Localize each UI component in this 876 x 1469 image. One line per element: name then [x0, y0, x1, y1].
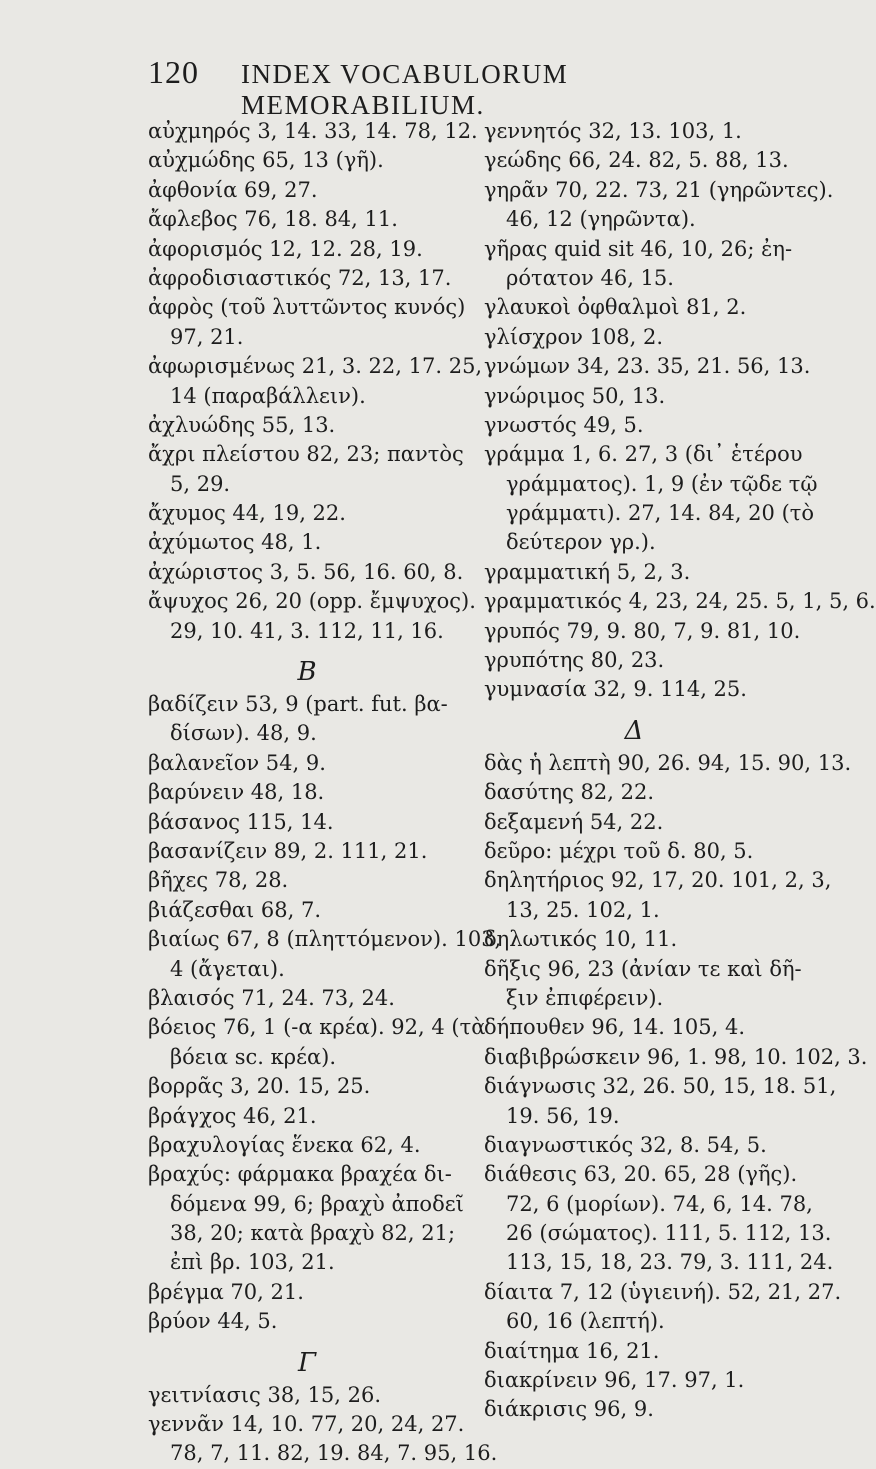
page-header	[148, 54, 770, 120]
index-entry-continuation: ξιν ἐπιφέρειν).	[506, 985, 664, 1010]
index-entry: γεώδης 66, 24. 82, 5. 88, 13.	[484, 148, 789, 173]
index-entry: ἀφροδισιαστικός 72, 13, 17.	[148, 265, 452, 290]
index-entry-continuation: 29, 10. 41, 3. 112, 11, 16.	[170, 618, 444, 643]
index-entry-continuation: βόεια sc. κρέα).	[170, 1044, 337, 1069]
index-entry-continuation: 14 (παραβάλλειν).	[170, 383, 366, 408]
index-entry: διάκρισις 96, 9.	[484, 1397, 654, 1422]
index-entry-continuation: 97, 21.	[170, 324, 244, 349]
index-entry: δίαιτα 7, 12 (ὑγιεινή). 52, 21, 27.	[484, 1279, 842, 1304]
index-entry: βάσανος 115, 14.	[148, 809, 334, 834]
index-entry: διαγνωστικός 32, 8. 54, 5.	[484, 1132, 767, 1157]
index-entry: διαίτημα 16, 21.	[484, 1338, 660, 1363]
index-entry: βασανίζειν 89, 2. 111, 21.	[148, 838, 428, 863]
index-entry: βορρᾶς 3, 20. 15, 25.	[148, 1074, 371, 1099]
section-letter: B	[297, 657, 317, 688]
section-letter: Δ	[624, 715, 644, 746]
index-entry: γνώριμος 50, 13.	[484, 383, 666, 408]
index-entry: δηλωτικός 10, 11.	[484, 927, 678, 952]
index-entry: γεννητός 32, 13. 103, 1.	[484, 119, 742, 143]
index-entry: ἀχλυώδης 55, 13.	[148, 412, 336, 437]
index-entry: διαβιβρώσκειν 96, 1. 98, 10. 102, 3.	[484, 1044, 868, 1069]
index-entry-continuation: 46, 12 (γηρῶντα).	[506, 207, 696, 232]
index-entry: βλαισός 71, 24. 73, 24.	[148, 985, 395, 1010]
index-entry: ἄψυχος 26, 20 (opp. ἔμψυχος).	[148, 589, 476, 614]
running-title: INDEX VOCABULORUM MEMORABILIUM.	[241, 59, 569, 120]
index-entry: δῆξις 96, 23 (ἀνίαν τε καὶ δῆ-	[484, 956, 802, 981]
index-entry: βαρύνειν 48, 18.	[148, 780, 325, 805]
index-entry: γραμματική 5, 2, 3.	[484, 559, 691, 584]
index-entry-continuation: 5, 29.	[170, 471, 231, 496]
index-entry: ἄφλεβος 76, 18. 84, 11.	[148, 207, 398, 232]
index-entry: βιάζεσθαι 68, 7.	[148, 897, 321, 922]
index-entry: βρέγμα 70, 21.	[148, 1279, 304, 1304]
index-entry: γρυπός 79, 9. 80, 7, 9. 81, 10.	[484, 618, 801, 643]
index-entry: δήπουθεν 96, 14. 105, 4.	[484, 1015, 746, 1040]
index-entry: δεῦρο: μέχρι τοῦ δ. 80, 5.	[484, 838, 754, 863]
index-entry-continuation: 13, 25. 102, 1.	[506, 897, 660, 922]
index-entry: γράμμα 1, 6. 27, 3 (δι᾽ ἑτέρου	[484, 442, 803, 467]
index-entry-continuation: δεύτερον γρ.).	[506, 530, 656, 555]
index-entry: αὐχμώδης 65, 13 (γῆ).	[148, 148, 384, 173]
index-entry: ἀφορισμός 12, 12. 28, 19.	[148, 236, 423, 261]
index-entry-continuation: 38, 20; κατὰ βραχὺ 82, 21;	[170, 1221, 456, 1246]
index-entry-continuation: 60, 16 (λεπτή).	[506, 1309, 665, 1334]
index-entry: ἄχρι πλείστου 82, 23; παντὸς	[148, 442, 464, 467]
page-number: 120	[148, 54, 199, 90]
index-entry-continuation: δίσων). 48, 9.	[170, 721, 317, 746]
index-entry: βιαίως 67, 8 (πληττόμενον). 103,	[148, 927, 502, 952]
index-entry: δηλητήριος 92, 17, 20. 101, 2, 3,	[484, 868, 832, 893]
index-entry: γειτνίασις 38, 15, 26.	[148, 1382, 382, 1407]
index-entry: γρυπότης 80, 23.	[484, 648, 665, 673]
index-entry: γηρᾶν 70, 22. 73, 21 (γηρῶντες).	[484, 177, 834, 202]
index-entry: γῆρας quid sit 46, 10, 26; ἐη-	[484, 236, 793, 261]
index-entry: ἀφρὸς (τοῦ λυττῶντος κυνός)	[148, 295, 466, 320]
index-entry: διάθεσις 63, 20. 65, 28 (γῆς).	[484, 1162, 798, 1187]
index-entry-continuation: γράμματος). 1, 9 (ἐν τῷδε τῷ	[506, 471, 818, 496]
index-entry: γλίσχρον 108, 2.	[484, 324, 664, 349]
index-entry: ἄχυμος 44, 19, 22.	[148, 501, 346, 526]
index-entry-continuation: γράμματι). 27, 14. 84, 20 (τὸ	[506, 501, 815, 526]
index-entry: ἀχώριστος 3, 5. 56, 16. 60, 8.	[148, 559, 464, 584]
right-column	[484, 117, 876, 1425]
index-entry-continuation: 26 (σώματος). 111, 5. 112, 13.	[506, 1221, 832, 1246]
left-column	[148, 117, 502, 1469]
index-entry-continuation: ρότατον 46, 15.	[506, 265, 674, 290]
index-entry-continuation: 78, 7, 11. 82, 19. 84, 7. 95, 16.	[170, 1441, 498, 1466]
index-entry: δασύτης 82, 22.	[484, 780, 655, 805]
index-entry: βράγχος 46, 21.	[148, 1103, 317, 1128]
index-entry: δὰς ἡ λεπτὴ 90, 26. 94, 15. 90, 13.	[484, 750, 852, 775]
index-entry-continuation: δόμενα 99, 6; βραχὺ ἀποδεῖ	[170, 1191, 464, 1216]
index-entry: γνώμων 34, 23. 35, 21. 56, 13.	[484, 354, 811, 379]
index-entry: ἀφωρισμένως 21, 3. 22, 17. 25,	[148, 354, 483, 379]
index-entry-continuation: 4 (ἄγεται).	[170, 956, 285, 981]
index-entry: γραμματικός 4, 23, 24, 25. 5, 1, 5, 6.	[484, 589, 876, 614]
index-entry: διακρίνειν 96, 17. 97, 1.	[484, 1368, 745, 1393]
index-entry-continuation: 72, 6 (μορίων). 74, 6, 14. 78,	[506, 1191, 813, 1216]
index-entry-continuation: 113, 15, 18, 23. 79, 3. 111, 24.	[506, 1250, 834, 1275]
index-entry: βρύον 44, 5.	[148, 1309, 278, 1334]
index-entry: βαλανεῖον 54, 9.	[148, 750, 326, 775]
index-entry-continuation: 19. 56, 19.	[506, 1103, 620, 1128]
index-entry: βραχυλογίας ἕνεκα 62, 4.	[148, 1132, 421, 1157]
index-entry: γλαυκοὶ ὀφθαλμοὶ 81, 2.	[484, 295, 747, 320]
index-entry: γυμνασία 32, 9. 114, 25.	[484, 677, 747, 702]
index-entry: βαδίζειν 53, 9 (part. fut. βα-	[148, 692, 448, 717]
index-entry: δεξαμενή 54, 22.	[484, 809, 664, 834]
index-entry-continuation: ἐπὶ βρ. 103, 21.	[170, 1250, 335, 1275]
index-entry: βόειος 76, 1 (-α κρέα). 92, 4 (τὰ	[148, 1015, 486, 1040]
index-entry: γνωστός 49, 5.	[484, 412, 644, 437]
section-letter: Γ	[297, 1347, 317, 1378]
index-entry: ἀφθονία 69, 27.	[148, 177, 318, 202]
index-entry: βῆχες 78, 28.	[148, 868, 289, 893]
index-entry: διάγνωσις 32, 26. 50, 15, 18. 51,	[484, 1074, 837, 1099]
index-entry: βραχύς: φάρμακα βραχέα δι-	[148, 1162, 452, 1187]
index-entry: ἀχύμωτος 48, 1.	[148, 530, 322, 555]
index-entry: αὐχμηρός 3, 14. 33, 14. 78, 12.	[148, 119, 478, 143]
index-entry: γεννᾶν 14, 10. 77, 20, 24, 27.	[148, 1412, 465, 1437]
